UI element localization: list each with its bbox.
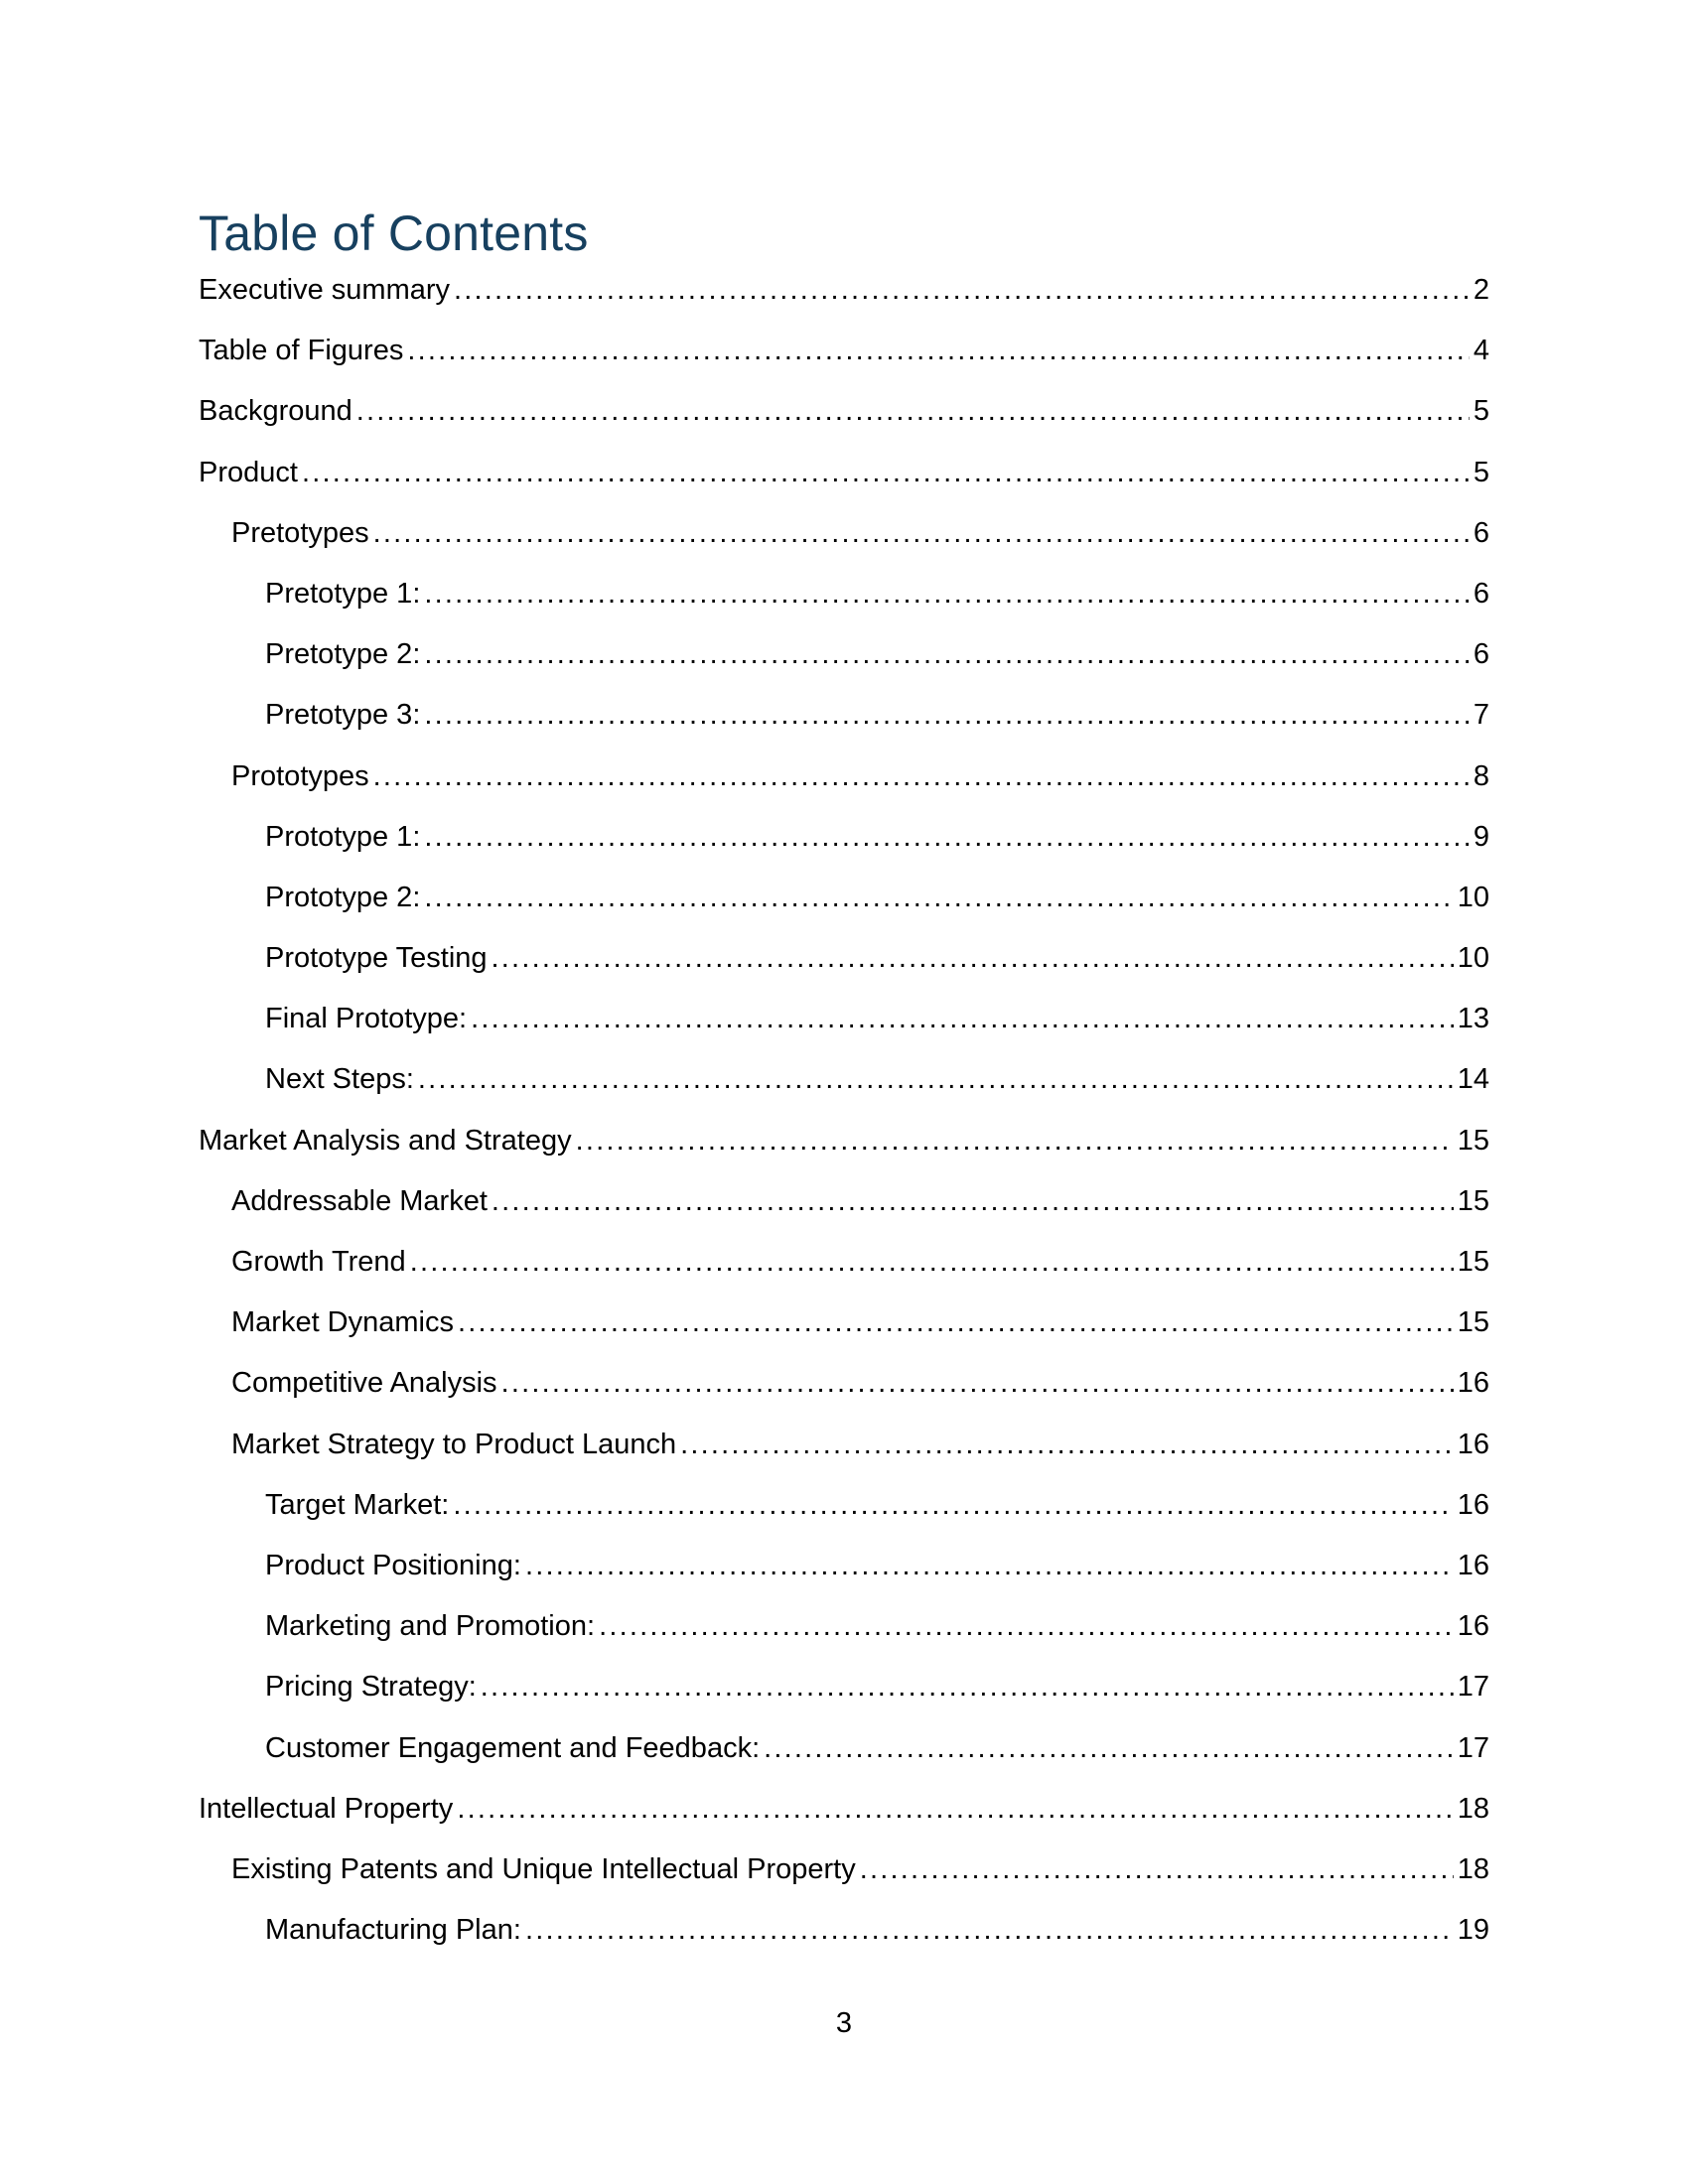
toc-dot-leader — [410, 1242, 1454, 1282]
toc-entry-title: Final Prototype: — [265, 1003, 468, 1035]
toc-entry-title: Market Analysis and Strategy — [199, 1124, 572, 1157]
toc-entry[interactable] — [199, 695, 1489, 755]
toc-heading: Table of Contents — [199, 205, 589, 261]
toc-entry-page-number: 16 — [1457, 1367, 1489, 1400]
toc-entry-page-number: 16 — [1457, 1549, 1489, 1581]
toc-entry-title: Product — [199, 456, 298, 488]
toc-entry[interactable] — [199, 1606, 1489, 1667]
toc-entry-page-number: 17 — [1457, 1671, 1489, 1704]
toc-dot-leader — [764, 1728, 1454, 1768]
toc-entry-title: Growth Trend — [231, 1246, 406, 1278]
toc-entry-page-number: 7 — [1473, 699, 1489, 732]
toc-entry-page-number: 9 — [1473, 820, 1489, 853]
toc-dot-leader — [424, 878, 1453, 917]
toc-entry[interactable] — [199, 1363, 1489, 1424]
toc-entry-title: Table of Figures — [199, 335, 404, 367]
toc-dot-leader — [680, 1425, 1454, 1464]
toc-entry[interactable] — [199, 1059, 1489, 1120]
toc-entry-page-number: 17 — [1457, 1731, 1489, 1764]
toc-entry-title: Existing Patents and Unique Intellectual Property — [231, 1852, 856, 1885]
toc-entry-title: Pricing Strategy: — [265, 1671, 477, 1704]
toc-dot-leader — [424, 574, 1469, 614]
toc-entry[interactable] — [199, 938, 1489, 999]
toc-dot-leader — [418, 1059, 1454, 1099]
toc-entry[interactable] — [199, 1181, 1489, 1242]
toc-dot-leader — [373, 513, 1470, 553]
toc-entry-page-number: 6 — [1473, 638, 1489, 671]
toc-entry-page-number: 10 — [1457, 942, 1489, 975]
toc-dot-leader — [356, 391, 1470, 431]
toc-list — [199, 270, 1489, 1971]
toc-dot-leader — [525, 1910, 1454, 1950]
toc-dot-leader — [481, 1667, 1454, 1706]
toc-entry-title: Addressable Market — [231, 1184, 488, 1217]
toc-entry-title: Product Positioning: — [265, 1549, 521, 1581]
toc-dot-leader — [599, 1606, 1454, 1646]
toc-entry-page-number: 16 — [1457, 1488, 1489, 1521]
toc-dot-leader — [492, 1181, 1454, 1221]
toc-entry-title: Marketing and Promotion: — [265, 1610, 596, 1643]
toc-entry-page-number: 5 — [1473, 456, 1489, 488]
toc-entry[interactable] — [199, 1302, 1489, 1363]
toc-entry-title: Prototype 2: — [265, 881, 421, 913]
toc-entry[interactable] — [199, 1121, 1489, 1181]
toc-entry-page-number: 2 — [1473, 274, 1489, 306]
toc-entry[interactable] — [199, 634, 1489, 695]
toc-dot-leader — [576, 1121, 1454, 1160]
toc-entry[interactable] — [199, 574, 1489, 634]
toc-dot-leader — [458, 1302, 1454, 1342]
toc-entry-title: Background — [199, 395, 352, 428]
toc-entry[interactable] — [199, 1425, 1489, 1485]
toc-entry-title: Pretotypes — [231, 516, 369, 549]
toc-dot-leader — [424, 634, 1469, 674]
toc-dot-leader — [424, 817, 1469, 857]
toc-entry-page-number: 19 — [1457, 1914, 1489, 1947]
page-number: 3 — [835, 2007, 853, 2039]
toc-entry-title: Customer Engagement and Feedback: — [265, 1731, 761, 1764]
toc-dot-leader — [453, 1485, 1453, 1525]
toc-dot-leader — [471, 999, 1454, 1038]
toc-entry-page-number: 4 — [1473, 335, 1489, 367]
toc-entry-title: Prototypes — [231, 759, 369, 792]
toc-entry[interactable] — [199, 1546, 1489, 1606]
toc-dot-leader — [424, 695, 1469, 735]
toc-entry[interactable] — [199, 878, 1489, 938]
toc-entry-page-number: 10 — [1457, 881, 1489, 913]
toc-entry-page-number: 15 — [1457, 1306, 1489, 1339]
toc-entry-page-number: 6 — [1473, 516, 1489, 549]
toc-entry-title: Executive summary — [199, 274, 451, 306]
toc-entry[interactable] — [199, 1910, 1489, 1971]
toc-dot-leader — [492, 938, 1454, 978]
toc-dot-leader — [457, 1789, 1453, 1829]
toc-entry-page-number: 14 — [1457, 1063, 1489, 1096]
toc-entry-title: Pretotype 1: — [265, 577, 421, 610]
toc-entry-page-number: 16 — [1457, 1610, 1489, 1643]
toc-entry[interactable] — [199, 1242, 1489, 1302]
toc-entry-title: Prototype Testing — [265, 942, 488, 975]
toc-entry[interactable] — [199, 1728, 1489, 1789]
toc-entry[interactable] — [199, 1485, 1489, 1546]
toc-entry-page-number: 15 — [1457, 1184, 1489, 1217]
toc-entry-page-number: 18 — [1457, 1852, 1489, 1885]
toc-entry-title: Market Strategy to Product Launch — [231, 1428, 677, 1460]
toc-entry-title: Pretotype 2: — [265, 638, 421, 671]
toc-entry-title: Market Dynamics — [231, 1306, 454, 1339]
toc-entry-title: Next Steps: — [265, 1063, 414, 1096]
toc-entry[interactable] — [199, 999, 1489, 1059]
toc-entry-page-number: 15 — [1457, 1246, 1489, 1278]
toc-entry[interactable] — [199, 331, 1489, 391]
toc-entry-page-number: 8 — [1473, 759, 1489, 792]
toc-entry[interactable] — [199, 453, 1489, 513]
toc-entry-title: Target Market: — [265, 1488, 450, 1521]
toc-dot-leader — [373, 756, 1470, 796]
toc-entry-title: Prototype 1: — [265, 820, 421, 853]
toc-entry[interactable] — [199, 817, 1489, 878]
toc-entry[interactable] — [199, 1667, 1489, 1727]
toc-entry-page-number: 6 — [1473, 577, 1489, 610]
toc-entry-page-number: 16 — [1457, 1428, 1489, 1460]
toc-entry[interactable] — [199, 1789, 1489, 1849]
toc-entry[interactable] — [199, 391, 1489, 452]
toc-dot-leader — [525, 1546, 1454, 1585]
toc-dot-leader — [454, 270, 1470, 310]
toc-entry-page-number: 5 — [1473, 395, 1489, 428]
toc-entry[interactable] — [199, 513, 1489, 574]
toc-entry-page-number: 18 — [1457, 1792, 1489, 1825]
toc-dot-leader — [501, 1363, 1454, 1403]
toc-entry[interactable] — [199, 756, 1489, 817]
toc-entry-title: Intellectual Property — [199, 1792, 454, 1825]
toc-entry-page-number: 13 — [1457, 1003, 1489, 1035]
toc-entry-title: Competitive Analysis — [231, 1367, 497, 1400]
toc-dot-leader — [302, 453, 1470, 492]
toc-dot-leader — [407, 331, 1470, 370]
toc-entry-title: Pretotype 3: — [265, 699, 421, 732]
toc-entry-title: Manufacturing Plan: — [265, 1914, 521, 1947]
toc-entry[interactable] — [199, 270, 1489, 331]
toc-entry-page-number: 15 — [1457, 1124, 1489, 1157]
toc-entry[interactable] — [199, 1849, 1489, 1910]
toc-dot-leader — [860, 1849, 1454, 1889]
